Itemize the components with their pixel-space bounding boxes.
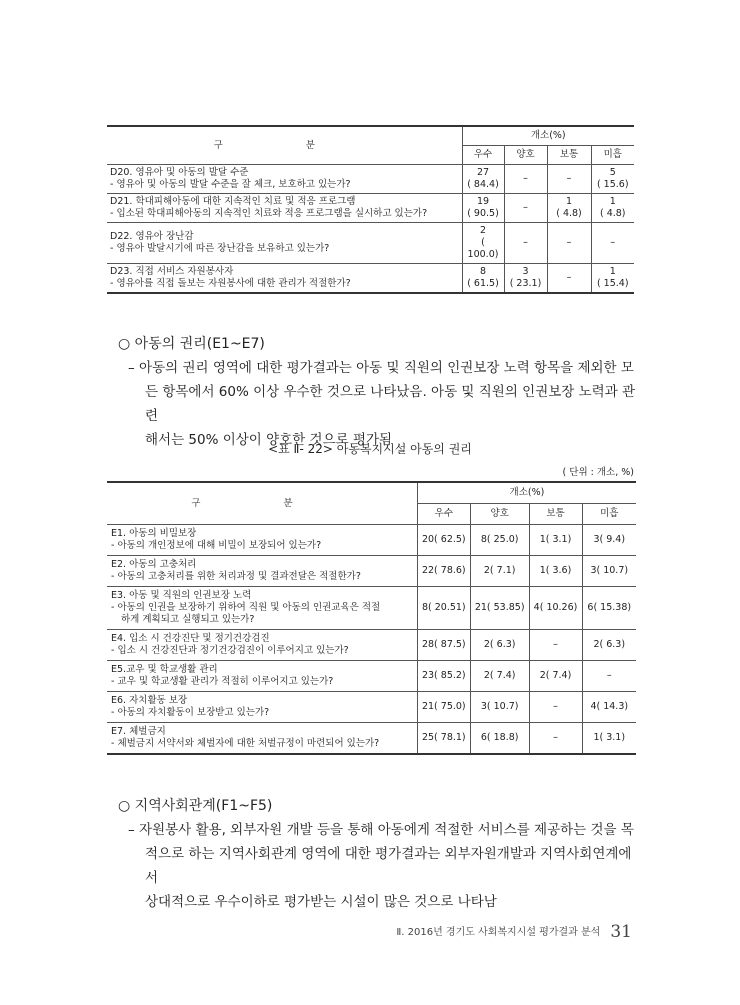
- cell-percent: ( 4.8): [599, 208, 626, 219]
- column-header: 보통: [529, 504, 582, 525]
- row-desc: - 영유아 및 아동의 발달 수준을 잘 체크, 보호하고 있는가?: [110, 179, 351, 190]
- cell-value: 21( 75.0): [417, 692, 470, 723]
- cell-value: 2( 6.3): [582, 630, 636, 661]
- cell-percent: ( 23.1): [509, 278, 542, 289]
- cell-value: 1: [609, 196, 616, 207]
- page-footer: [396, 922, 632, 942]
- section-paragraph: [128, 818, 640, 914]
- row-title: E7. 체벌금지: [111, 726, 166, 737]
- table-header-category: 구 분: [107, 126, 462, 165]
- row-title: E1. 아동의 비밀보장: [111, 528, 197, 539]
- section-heading: ○ 지역사회관계(F1~F5): [118, 798, 273, 814]
- table-row: [107, 661, 636, 692]
- section-heading: ○ 아동의 권리(E1~E7): [118, 336, 265, 352]
- table-row: [107, 194, 634, 223]
- footer-text: Ⅱ. 2016년 경기도 사회복지시설 평가결과 분석: [396, 927, 601, 938]
- cell-value: 1( 3.1): [582, 723, 636, 755]
- cell-value: –: [523, 237, 528, 248]
- table-unit: ( 단위 : 개소, %): [562, 467, 634, 478]
- table-row: [107, 692, 636, 723]
- cell-percent: ( 90.5): [467, 208, 499, 219]
- table-row: [107, 630, 636, 661]
- cell-value: 4( 10.26): [529, 587, 582, 630]
- column-header: 우수: [417, 504, 470, 525]
- page-number: 31: [610, 922, 632, 942]
- cell-value: 8( 20.51): [417, 587, 470, 630]
- cell-value: 20( 62.5): [417, 525, 470, 556]
- column-header: 우수: [462, 146, 504, 165]
- section-paragraph: [128, 356, 640, 452]
- table-caption: <표 Ⅱ- 22> 아동복지시설 아동의 권리: [268, 442, 472, 456]
- facility-evaluation-table-d: [107, 125, 634, 294]
- para-line: 적으로 하는 지역사회관계 영역에 대한 평가결과는 외부자원개발과 지역사회연계에서: [145, 846, 632, 886]
- children-rights-table: [107, 481, 636, 755]
- cell-value: 1: [609, 266, 616, 277]
- column-header: 양호: [504, 146, 547, 165]
- table-row: [107, 723, 636, 755]
- cell-percent: ( 100.0): [467, 237, 499, 260]
- cell-value: 2( 7.1): [470, 556, 529, 587]
- cell-value: –: [529, 723, 582, 755]
- row-title: E4. 입소 시 건강진단 및 정기건강검진: [111, 633, 270, 644]
- column-header: 미흡: [591, 146, 634, 165]
- table-row: [107, 165, 634, 194]
- cell-value: 25( 78.1): [417, 723, 470, 755]
- cell-value: 22( 78.6): [417, 556, 470, 587]
- cell-percent: ( 84.4): [467, 179, 499, 190]
- cell-value: –: [566, 173, 572, 184]
- cell-value: –: [529, 630, 582, 661]
- row-title: D20. 영유아 및 아동의 발달 수준: [110, 167, 249, 178]
- cell-value: 21( 53.85): [470, 587, 529, 630]
- row-desc: - 아동의 인권을 보장하기 위하여 직원 및 아동의 인권교육은 적절: [111, 602, 381, 613]
- cell-value: 6( 18.8): [470, 723, 529, 755]
- cell-value: 27: [476, 167, 490, 178]
- row-desc: - 체벌금지 서약서와 체벌자에 대한 처벌규정이 마련되어 있는가?: [111, 738, 380, 749]
- row-title: E3. 아동 및 직원의 인권보장 노력: [111, 590, 252, 601]
- row-desc: - 입소된 학대피해아동의 지속적인 치료와 적응 프로그램을 실시하고 있는가?: [110, 208, 428, 219]
- row-desc: 하게 계획되고 실행되고 있는가?: [121, 614, 255, 625]
- cell-value: 3: [522, 266, 529, 277]
- cell-value: –: [610, 237, 616, 248]
- table-row: [107, 556, 636, 587]
- row-desc: - 아동의 개인정보에 대해 비밀이 보장되어 있는가?: [111, 540, 322, 551]
- row-title: E5.교우 및 학교생활 관리: [111, 664, 218, 675]
- row-desc: - 입소 시 건강진단과 정기건강검진이 이루어지고 있는가?: [111, 645, 349, 656]
- cell-percent: ( 4.8): [556, 208, 582, 219]
- cell-value: –: [529, 692, 582, 723]
- table-header-category: 구 분: [107, 482, 417, 525]
- cell-value: –: [566, 237, 572, 248]
- table-row: [107, 525, 636, 556]
- cell-value: 1: [565, 196, 573, 207]
- cell-value: 28( 87.5): [417, 630, 470, 661]
- column-header: 양호: [470, 504, 529, 525]
- para-line: 해서는 50% 이상이 양호한 것으로 평가됨: [145, 432, 393, 448]
- cell-value: 2( 7.4): [529, 661, 582, 692]
- row-title: E2. 아동의 고충처리: [111, 559, 197, 570]
- cell-value: 3( 10.7): [470, 692, 529, 723]
- cell-value: –: [523, 173, 528, 184]
- cell-value: –: [566, 272, 572, 283]
- table-header-group: 개소(%): [462, 126, 634, 146]
- row-desc: - 영유아를 직접 돌보는 자원봉사에 대한 관리가 적절한가?: [110, 278, 351, 289]
- row-title: E6. 자치활동 보장: [111, 695, 188, 706]
- row-desc: - 영유아 발달시기에 따른 장난감을 보유하고 있는가?: [110, 243, 330, 254]
- cell-value: 2( 6.3): [470, 630, 529, 661]
- table-row: [107, 264, 634, 294]
- cell-value: 1( 3.6): [529, 556, 582, 587]
- row-desc: - 아동의 고충처리를 위한 처리과정 및 결과전달은 적절한가?: [111, 571, 361, 582]
- cell-value: 23( 85.2): [417, 661, 470, 692]
- cell-value: 1( 3.1): [529, 525, 582, 556]
- cell-value: –: [582, 661, 636, 692]
- para-line: 든 항목에서 60% 이상 우수한 것으로 나타났음. 아동 및 직원의 인권보장 노력과 관련: [145, 384, 636, 424]
- column-header: 미흡: [582, 504, 636, 525]
- cell-value: 8( 25.0): [470, 525, 529, 556]
- cell-value: 5: [609, 167, 616, 178]
- cell-value: 4( 14.3): [582, 692, 636, 723]
- para-line: 상대적으로 우수이하로 평가받는 시설이 많은 것으로 나타남: [145, 894, 497, 910]
- cell-value: 19: [476, 196, 490, 207]
- table-header-group: 개소(%): [417, 482, 636, 504]
- cell-value: 8: [479, 266, 487, 277]
- row-desc: - 아동의 자치활동이 보장받고 있는가?: [111, 707, 270, 718]
- para-line: – 자원봉사 활용, 외부자원 개발 등을 통해 아동에게 적절한 서비스를 제공하는 것을 목: [128, 822, 634, 838]
- cell-percent: ( 61.5): [467, 278, 499, 289]
- row-desc: - 교우 및 학교생활 관리가 적절히 이루어지고 있는가?: [111, 676, 334, 687]
- row-title: D22. 영유아 장난감: [110, 231, 194, 242]
- row-title: D23. 직접 서비스 자원봉사자: [110, 266, 234, 277]
- cell-percent: ( 15.6): [596, 179, 629, 190]
- cell-value: 6( 15.38): [582, 587, 636, 630]
- cell-value: –: [523, 202, 528, 213]
- table-row: [107, 223, 634, 264]
- table-row: [107, 587, 636, 630]
- cell-value: 3( 10.7): [582, 556, 636, 587]
- cell-value: 2: [479, 225, 487, 236]
- cell-value: 2( 7.4): [470, 661, 529, 692]
- cell-value: 3( 9.4): [582, 525, 636, 556]
- column-header: 보통: [547, 146, 591, 165]
- cell-percent: ( 15.4): [596, 278, 629, 289]
- row-title: D21. 학대피해아동에 대한 지속적인 치료 및 적응 프로그램: [110, 196, 356, 207]
- para-line: – 아동의 권리 영역에 대한 평가결과는 아동 및 직원의 인권보장 노력 항목을 제외한 모: [128, 360, 634, 376]
